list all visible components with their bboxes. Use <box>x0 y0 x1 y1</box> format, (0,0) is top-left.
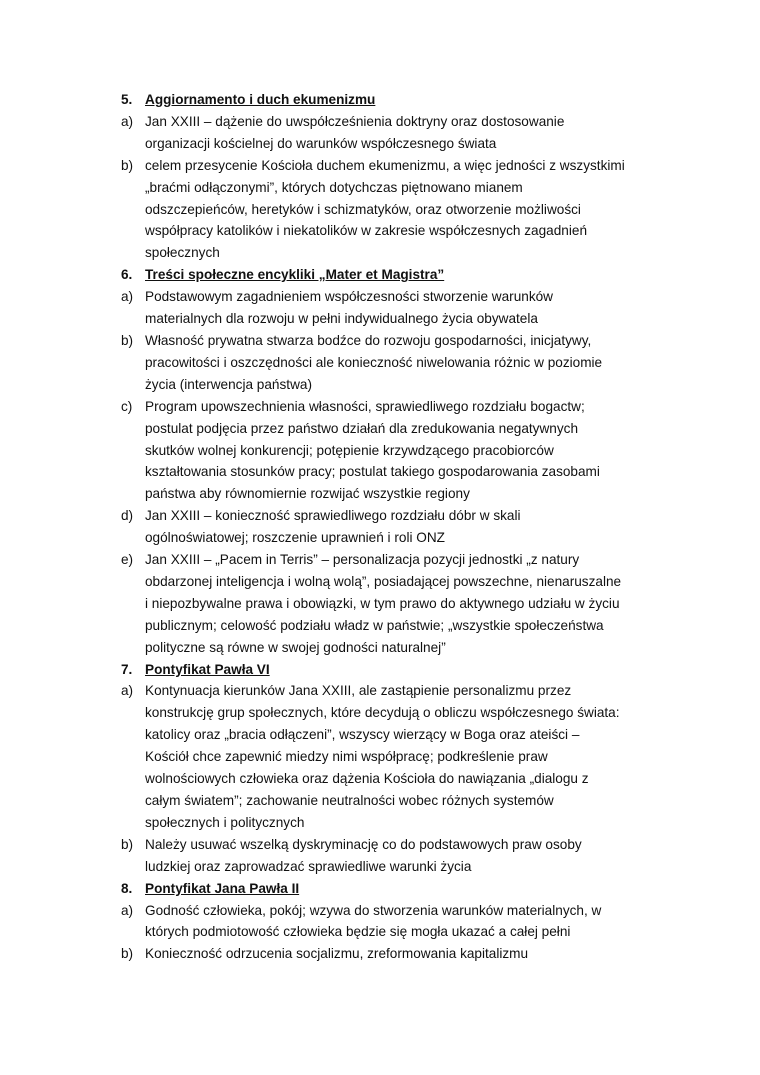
list-item-letter: e) <box>121 552 134 568</box>
list-item-letter: a) <box>121 683 134 699</box>
list-item-text: Podstawowym zagadnieniem współczesności stworzenie warunków materialnych dla rozwoju w pełni indywidualnego życia obywatela <box>145 289 553 327</box>
list-item-letter: b) <box>121 157 134 173</box>
section-heading <box>121 878 626 900</box>
list-item-letter: b) <box>121 836 134 852</box>
list-item <box>121 900 626 944</box>
list-item <box>121 680 626 833</box>
list-item <box>121 549 626 659</box>
list-item-text: Godność człowieka, pokój; wzywa do stworzenia warunków materialnych, w których podmiotowość człowieka będzie się mogła ukazać a całej pełni <box>145 902 602 940</box>
list-item-letter: a) <box>121 289 134 305</box>
section-heading <box>121 659 626 681</box>
section-number: 5. <box>121 92 133 107</box>
list-item-letter: b) <box>121 332 134 348</box>
section-heading <box>121 264 626 286</box>
section-title: Treści społeczne encykliki „Mater et Magistra” <box>145 267 445 283</box>
list-item-text: Kontynuacja kierunków Jana XXIII, ale zastąpienie personalizmu przez konstrukcję grup społecznych, które decydują o obliczu współczesnego świata: katolicy oraz „bracia odłączeni”, wszyscy wierzący w Boga oraz ateiści – Kościół chce zapewnić miedzy nimi współpracę; podkreślenie praw wolnościowych człowieka oraz dążenia Kościoła do nawiązania „dialogu z całym światem”; zachowanie neutralności wobec różnych systemów społecznych i politycznych <box>145 683 620 830</box>
list-item-letter: b) <box>121 946 134 962</box>
list-item-text: Należy usuwać wszelką dyskryminację co do podstawowych praw osoby ludzkiej oraz zaprowadzać sprawiedliwe warunki życia <box>145 836 582 874</box>
list-item-letter: c) <box>121 398 133 414</box>
list-item-text: Konieczność odrzucenia socjalizmu, zreformowania kapitalizmu <box>145 946 529 962</box>
list-item-letter: a) <box>121 902 134 918</box>
list-item-text: celem przesycenie Kościoła duchem ekumenizmu, a więc jedności z wszystkimi „braćmi odłączonymi”, których dotychczas piętnowano mianem odszczepieńców, heretyków i schizmatyków, oraz otworzenie możliwości współpracy katolików i niekatolików w zakresie współczesnych zagadnień społecznych <box>145 157 625 261</box>
section-number: 8. <box>121 880 133 896</box>
list-item-text: Jan XXIII – konieczność sprawiedliwego rozdziału dóbr w skali ogólnoświatowej; roszczenie uprawnień i roli ONZ <box>145 508 521 546</box>
list-item-text: Jan XXIII – „Pacem in Terris” – personalizacja pozycji jednostki „z natury obdarzonej inteligencja i wolną wolą”, posiadającej powszechne, nienaruszalne i niepozbywalne prawa i obowiązki, w tym prawo do aktywnego udziału w życiu publicznym; celowość podziału władz w państwie; „wszystkie społeczeństwa polityczne są równe w swojej godności naturalnej” <box>145 552 622 655</box>
list-item-text: Własność prywatna stwarza bodźce do rozwoju gospodarności, inicjatywy, pracowitości i oszczędności ale konieczność niwelowania różnic w poziomie życia (interwencja państwa) <box>145 332 603 392</box>
section-number: 7. <box>121 661 133 677</box>
section-number: 6. <box>121 267 133 283</box>
section-title: Pontyfikat Pawła VI <box>145 661 270 677</box>
list-item <box>121 155 626 265</box>
list-item <box>121 505 626 549</box>
list-item <box>121 396 626 506</box>
section-title: Pontyfikat Jana Pawła II <box>145 880 300 896</box>
section-heading <box>121 89 626 111</box>
list-item <box>121 286 626 330</box>
list-item-letter: d) <box>121 508 134 524</box>
list-item-text: Program upowszechnienia własności, sprawiedliwego rozdziału bogactw; postulat podjęcia przez państwo działań dla zredukowania negatywnych skutków wolnej konkurencji; potępienie krzywdzącego pracobiorców kształtowania stosunków pracy; postulat takiego gospodarowania zasobami państwa aby równomiernie rozwijać wszystkie regiony <box>145 398 600 502</box>
list-item <box>121 111 626 155</box>
list-item <box>121 834 626 878</box>
section-title: Aggiornamento i duch ekumenizmu <box>145 92 376 107</box>
document-content <box>121 89 626 965</box>
list-item-letter: a) <box>121 113 134 129</box>
list-item <box>121 330 626 396</box>
list-item-text: Jan XXIII – dążenie do uwspółcześnienia doktryny oraz dostosowanie organizacji kościelnej do warunków współczesnego świata <box>145 113 565 151</box>
list-item <box>121 943 626 965</box>
